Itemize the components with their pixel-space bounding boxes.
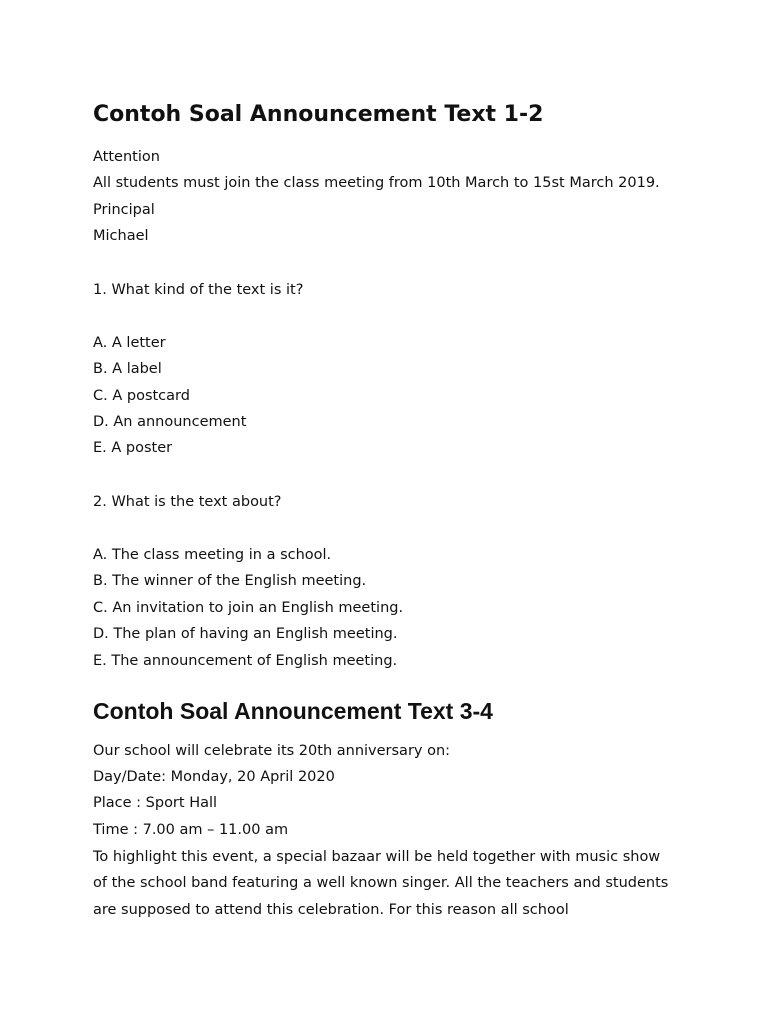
question-2-option: E. The announcement of English meeting. <box>93 653 398 669</box>
question-2-option: A. The class meeting in a school. <box>93 547 332 563</box>
section-1-title: Contoh Soal Announcement Text 1-2 <box>93 102 544 127</box>
section-2-line: Time : 7.00 am – 11.00 am <box>93 822 289 838</box>
section-2-line: To highlight this event, a special bazaar will be held together with music show <box>93 849 661 865</box>
section-2-title: Contoh Soal Announcement Text 3-4 <box>93 698 493 724</box>
question-1-option: B. A label <box>93 361 162 377</box>
question-1-option: E. A poster <box>93 440 173 456</box>
section-2-line: are supposed to attend this celebration. For this reason all school <box>93 902 569 918</box>
announcement-line: All students must join the class meeting from 10th March to 15st March 2019. <box>93 175 660 191</box>
question-1-option: C. A postcard <box>93 388 190 404</box>
section-2-line: of the school band featuring a well known singer. All the teachers and students <box>93 875 669 891</box>
question-2: 2. What is the text about? <box>93 494 282 510</box>
question-2-option: C. An invitation to join an English meeting. <box>93 600 404 616</box>
section-2-line: Day/Date: Monday, 20 April 2020 <box>93 769 335 785</box>
section-2-line: Our school will celebrate its 20th anniversary on: <box>93 743 451 759</box>
section-2-line: Place : Sport Hall <box>93 795 218 811</box>
announcement-line: Attention <box>93 149 160 165</box>
question-1: 1. What kind of the text is it? <box>93 282 304 298</box>
announcement-line: Michael <box>93 228 149 244</box>
question-1-option: A. A letter <box>93 335 166 351</box>
question-2-option: D. The plan of having an English meeting. <box>93 626 398 642</box>
question-2-option: B. The winner of the English meeting. <box>93 573 367 589</box>
announcement-line: Principal <box>93 202 155 218</box>
question-1-option: D. An announcement <box>93 414 247 430</box>
